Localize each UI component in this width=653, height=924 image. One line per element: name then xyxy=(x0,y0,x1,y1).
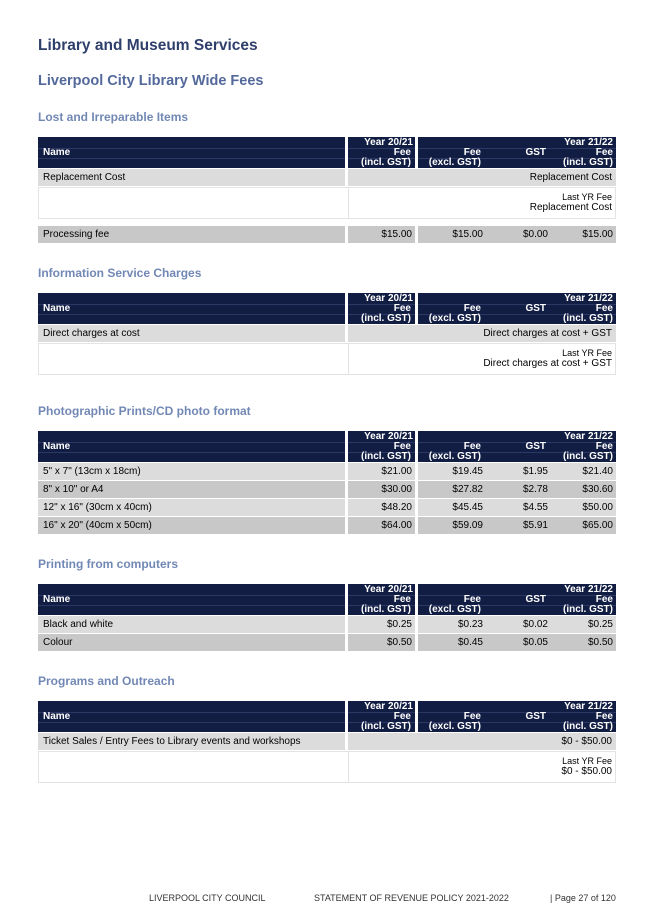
header-next-year: Year 21/22 xyxy=(564,431,613,442)
fee-excl: $15.00 xyxy=(418,226,486,243)
table-header xyxy=(38,293,616,324)
last-year-label: Last YR Fee xyxy=(562,756,612,766)
fee-incl: $15.00 xyxy=(551,226,616,243)
fee-incl: $0.50 xyxy=(551,634,616,651)
header-excl: (excl. GST) xyxy=(428,721,481,732)
fee-name: Black and white xyxy=(38,616,345,633)
header-next-year: Year 21/22 xyxy=(564,293,613,304)
header-incl: (incl. GST) xyxy=(563,313,613,324)
footer-page-number: | Page 27 of 120 xyxy=(550,893,616,903)
header-excl: (excl. GST) xyxy=(428,451,481,462)
fee-name: 8" x 10" or A4 xyxy=(38,481,345,498)
footer-document: STATEMENT OF REVENUE POLICY 2021-2022 xyxy=(314,893,509,903)
page-subtitle: Liverpool City Library Wide Fees xyxy=(38,73,264,89)
fee-gst: $2.78 xyxy=(486,481,551,498)
fee-prev-incl: $15.00 xyxy=(348,226,415,243)
header-gst: GST xyxy=(525,147,546,158)
header-name: Name xyxy=(43,711,71,722)
header-fee-excl: Fee xyxy=(463,147,481,158)
table-row xyxy=(38,634,616,651)
header-name: Name xyxy=(43,303,71,314)
fee-prev-incl: $30.00 xyxy=(348,481,415,498)
table-row xyxy=(38,325,616,342)
fee-table xyxy=(38,431,616,534)
header-prev-year: Year 20/21 xyxy=(364,701,413,712)
fee-incl: $30.60 xyxy=(551,481,616,498)
header-prev-incl: (incl. GST) xyxy=(361,451,411,462)
fee-gst: $4.55 xyxy=(486,499,551,516)
header-prev-incl: (incl. GST) xyxy=(361,721,411,732)
header-prev-fee: Fee xyxy=(393,303,411,314)
header-incl: (incl. GST) xyxy=(563,721,613,732)
header-prev-fee: Fee xyxy=(393,147,411,158)
table-row xyxy=(38,499,616,516)
section-title: Lost and Irreparable Items xyxy=(38,110,189,124)
section-title: Programs and Outreach xyxy=(38,674,175,688)
last-year-note xyxy=(38,343,616,375)
header-next-year: Year 21/22 xyxy=(564,137,613,148)
fee-incl: $65.00 xyxy=(551,517,616,534)
header-prev-year: Year 20/21 xyxy=(364,584,413,595)
fee-excl: $59.09 xyxy=(418,517,486,534)
fee-excl: $45.45 xyxy=(418,499,486,516)
last-year-label: Last YR Fee xyxy=(562,348,612,358)
header-incl: (incl. GST) xyxy=(563,451,613,462)
last-year-value: Direct charges at cost + GST xyxy=(483,358,612,369)
header-excl: (excl. GST) xyxy=(428,313,481,324)
fee-name: Processing fee xyxy=(38,226,345,243)
table-row xyxy=(38,517,616,534)
table-row xyxy=(38,481,616,498)
fee-excl: $0.45 xyxy=(418,634,486,651)
section-title: Photographic Prints/CD photo format xyxy=(38,404,251,418)
header-fee-incl: Fee xyxy=(595,147,613,158)
table-row xyxy=(38,616,616,633)
fee-gst: $1.95 xyxy=(486,463,551,480)
header-fee-excl: Fee xyxy=(463,594,481,605)
fee-table xyxy=(38,584,616,651)
fee-prev-incl: $0.50 xyxy=(348,634,415,651)
fee-table xyxy=(38,701,616,783)
page-title: Library and Museum Services xyxy=(38,37,258,54)
header-excl: (excl. GST) xyxy=(428,157,481,168)
header-prev-year: Year 20/21 xyxy=(364,137,413,148)
header-name: Name xyxy=(43,147,71,158)
header-incl: (incl. GST) xyxy=(563,157,613,168)
fee-name: 12" x 16" (30cm x 40cm) xyxy=(38,499,345,516)
fee-table xyxy=(38,293,616,375)
header-excl: (excl. GST) xyxy=(428,604,481,615)
fee-excl: $27.82 xyxy=(418,481,486,498)
table-header xyxy=(38,431,616,462)
last-year-note xyxy=(38,751,616,783)
fee-prev-incl: $0.25 xyxy=(348,616,415,633)
header-fee-incl: Fee xyxy=(595,441,613,452)
fee-gst: $5.91 xyxy=(486,517,551,534)
last-year-value: $0 - $50.00 xyxy=(561,766,612,777)
fee-table xyxy=(38,137,616,243)
fee-name: Ticket Sales / Entry Fees to Library events and workshops xyxy=(38,733,345,750)
fee-value: Direct charges at cost + GST xyxy=(348,325,616,342)
table-row xyxy=(38,733,616,750)
header-prev-incl: (incl. GST) xyxy=(361,157,411,168)
table-row xyxy=(38,226,616,243)
last-year-note xyxy=(38,187,616,219)
header-gst: GST xyxy=(525,303,546,314)
fee-name: 16" x 20" (40cm x 50cm) xyxy=(38,517,345,534)
fee-gst: $0.05 xyxy=(486,634,551,651)
header-gst: GST xyxy=(525,441,546,452)
header-incl: (incl. GST) xyxy=(563,604,613,615)
header-fee-incl: Fee xyxy=(595,303,613,314)
header-fee-incl: Fee xyxy=(595,711,613,722)
header-prev-fee: Fee xyxy=(393,594,411,605)
last-year-value: Replacement Cost xyxy=(529,202,612,213)
footer-council: LIVERPOOL CITY COUNCIL xyxy=(149,893,266,903)
header-fee-excl: Fee xyxy=(463,711,481,722)
section-title: Printing from computers xyxy=(38,557,179,571)
fee-prev-incl: $21.00 xyxy=(348,463,415,480)
header-fee-excl: Fee xyxy=(463,441,481,452)
header-next-year: Year 21/22 xyxy=(564,584,613,595)
fee-excl: $19.45 xyxy=(418,463,486,480)
table-row xyxy=(38,169,616,186)
fee-incl: $50.00 xyxy=(551,499,616,516)
fee-incl: $0.25 xyxy=(551,616,616,633)
header-prev-fee: Fee xyxy=(393,441,411,452)
fee-name: 5" x 7" (13cm x 18cm) xyxy=(38,463,345,480)
fee-incl: $21.40 xyxy=(551,463,616,480)
table-row xyxy=(38,463,616,480)
fee-gst: $0.00 xyxy=(486,226,551,243)
header-name: Name xyxy=(43,441,71,452)
header-gst: GST xyxy=(525,594,546,605)
fee-prev-incl: $64.00 xyxy=(348,517,415,534)
header-name: Name xyxy=(43,594,71,605)
header-prev-fee: Fee xyxy=(393,711,411,722)
section-title: Information Service Charges xyxy=(38,266,202,280)
fee-name: Colour xyxy=(38,634,345,651)
fee-excl: $0.23 xyxy=(418,616,486,633)
table-header xyxy=(38,584,616,615)
header-gst: GST xyxy=(525,711,546,722)
header-prev-year: Year 20/21 xyxy=(364,431,413,442)
header-prev-incl: (incl. GST) xyxy=(361,313,411,324)
table-header xyxy=(38,701,616,732)
fee-prev-incl: $48.20 xyxy=(348,499,415,516)
fee-value: $0 - $50.00 xyxy=(348,733,616,750)
fee-gst: $0.02 xyxy=(486,616,551,633)
fee-name: Replacement Cost xyxy=(38,169,345,186)
header-prev-incl: (incl. GST) xyxy=(361,604,411,615)
last-year-label: Last YR Fee xyxy=(562,192,612,202)
table-header xyxy=(38,137,616,168)
header-fee-incl: Fee xyxy=(595,594,613,605)
fee-value: Replacement Cost xyxy=(348,169,616,186)
header-fee-excl: Fee xyxy=(463,303,481,314)
header-next-year: Year 21/22 xyxy=(564,701,613,712)
header-prev-year: Year 20/21 xyxy=(364,293,413,304)
fee-name: Direct charges at cost xyxy=(38,325,345,342)
